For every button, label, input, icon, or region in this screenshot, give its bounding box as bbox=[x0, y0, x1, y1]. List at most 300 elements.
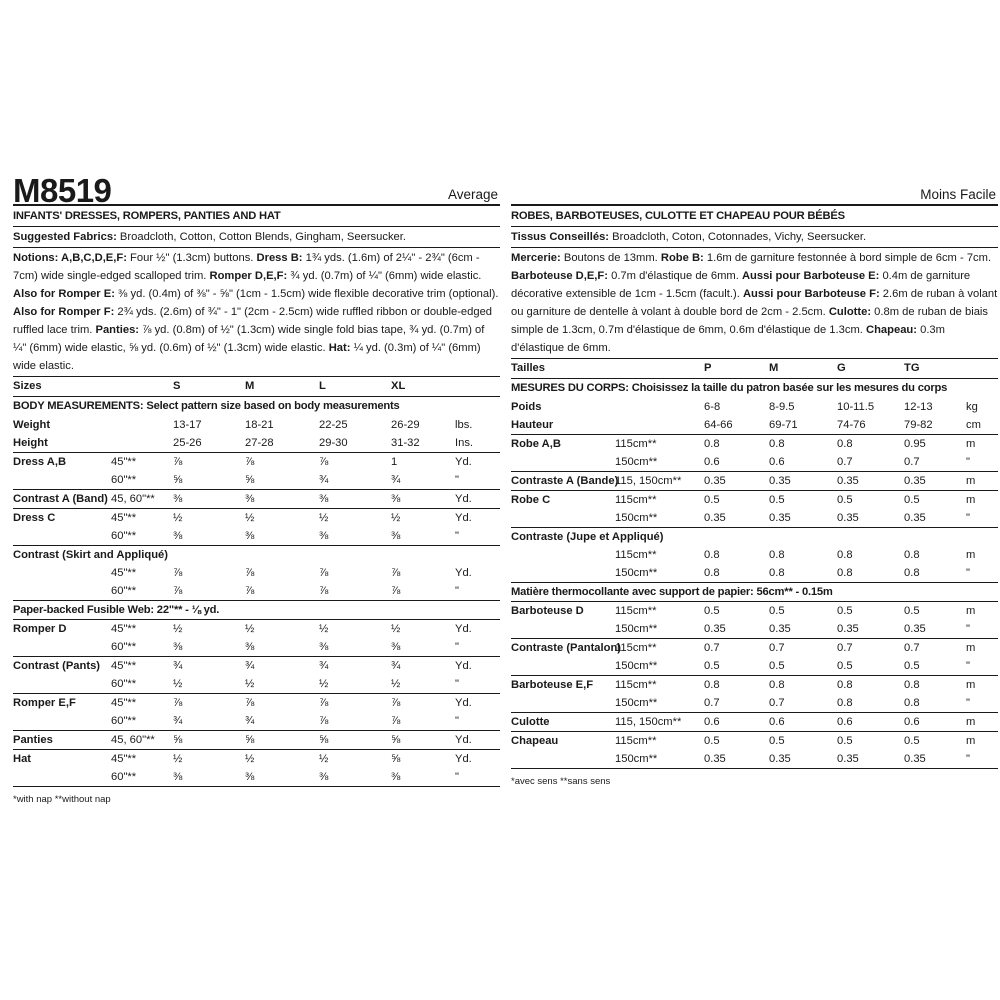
cell-value: ⅝ bbox=[319, 734, 329, 746]
cell-value: ⅜ bbox=[391, 530, 401, 542]
table-row bbox=[511, 657, 998, 675]
table-row bbox=[511, 546, 998, 564]
table-row bbox=[13, 564, 500, 582]
row-label: Barboteuse E,F bbox=[511, 679, 594, 691]
row-label: Height bbox=[13, 437, 48, 449]
fabric-width: 115cm** bbox=[615, 549, 657, 561]
table-end-rule bbox=[511, 768, 998, 775]
table-row bbox=[13, 508, 500, 527]
unit: m bbox=[966, 679, 976, 691]
cell-value: ⅞ bbox=[173, 456, 183, 468]
cell-value: 0.8 bbox=[704, 567, 720, 579]
cell-value: ½ bbox=[173, 623, 183, 635]
table-row bbox=[511, 490, 998, 509]
cell-value: ⅜ bbox=[173, 641, 183, 653]
unit: Yd. bbox=[455, 734, 472, 746]
cell-value: ⅜ bbox=[319, 493, 329, 505]
table-row bbox=[511, 712, 998, 731]
cell-value: 0.7 bbox=[837, 642, 853, 654]
cell-value: 74-76 bbox=[837, 419, 866, 431]
cell-value: 22-25 bbox=[319, 419, 348, 431]
cell-value: 25-26 bbox=[173, 437, 202, 449]
difficulty-level: Moins Facile bbox=[920, 187, 996, 202]
fabric-width: 115cm** bbox=[615, 735, 657, 747]
unit: Ins. bbox=[455, 437, 474, 449]
fabrics-label: Suggested Fabrics: bbox=[13, 231, 117, 243]
unit: " bbox=[966, 697, 970, 709]
row-label: Contrast (Skirt and Appliqué) bbox=[13, 549, 168, 561]
cell-value: ⅜ bbox=[319, 530, 329, 542]
cell-value: 0.8 bbox=[837, 549, 853, 561]
row-label: Barboteuse D bbox=[511, 605, 584, 617]
cell-value: 0.35 bbox=[904, 623, 926, 635]
notion-label: Dress B: bbox=[256, 252, 303, 264]
table-row bbox=[511, 620, 998, 638]
unit: Yd. bbox=[455, 753, 472, 765]
table-row bbox=[13, 434, 500, 452]
fabric-width: 45"** bbox=[111, 456, 137, 468]
fusible-web-text: Matière thermocollante avec support de papier: 56cm** - 0.15m bbox=[511, 586, 833, 598]
notion-label: Aussi pour Barboteuse E: bbox=[741, 270, 880, 282]
cell-value: 0.35 bbox=[904, 753, 926, 765]
suggested-fabrics bbox=[511, 227, 998, 248]
table-row bbox=[13, 471, 500, 489]
cell-value: 0.5 bbox=[904, 735, 920, 747]
cell-value: ⅝ bbox=[245, 474, 255, 486]
cell-value: 0.8 bbox=[904, 679, 920, 691]
unit: Yd. bbox=[455, 623, 472, 635]
size-p: P bbox=[704, 362, 712, 374]
cell-value: ½ bbox=[173, 753, 183, 765]
fusible-web-note bbox=[13, 600, 500, 619]
fabric-width: 115cm** bbox=[615, 679, 657, 691]
cell-value: ⅜ bbox=[245, 771, 255, 783]
row-label: Dress C bbox=[13, 512, 56, 524]
unit: m bbox=[966, 605, 976, 617]
table-row bbox=[511, 731, 998, 750]
difficulty-level: Average bbox=[447, 187, 498, 202]
notion-label: Culotte: bbox=[828, 306, 872, 318]
row-label: Dress A,B bbox=[13, 456, 67, 468]
cell-value: ⅜ bbox=[173, 771, 183, 783]
notion-label: Romper D,E,F: bbox=[209, 270, 288, 282]
fabric-width: 45, 60"** bbox=[111, 734, 155, 746]
fabric-width: 45"** bbox=[111, 512, 137, 524]
cell-value: 0.8 bbox=[837, 697, 853, 709]
notion-text: 0.3m d'élastique de 6mm. bbox=[511, 324, 945, 354]
cell-value: 1 bbox=[391, 456, 398, 468]
row-label: Culotte bbox=[511, 716, 550, 728]
fabric-width: 60"** bbox=[111, 715, 137, 727]
notion-text: ¼ yd. (0.3m) of ¼" (6mm) wide elastic. bbox=[13, 342, 481, 372]
cell-value: 13-17 bbox=[173, 419, 202, 431]
fabric-width: 115, 150cm** bbox=[615, 475, 682, 487]
row-label: Contraste (Jupe et Appliqué) bbox=[511, 531, 664, 543]
fabric-width: 45, 60"** bbox=[111, 493, 155, 505]
fabric-width: 150cm** bbox=[615, 512, 658, 524]
unit: Yd. bbox=[455, 697, 472, 709]
unit: kg bbox=[966, 401, 978, 413]
cell-value: 31-32 bbox=[391, 437, 420, 449]
cell-value: ⅝ bbox=[173, 734, 183, 746]
table-row bbox=[511, 527, 998, 546]
unit: " bbox=[966, 623, 970, 635]
cell-value: 0.7 bbox=[904, 456, 920, 468]
unit: m bbox=[966, 716, 976, 728]
unit: " bbox=[966, 567, 970, 579]
cell-value: 0.35 bbox=[904, 512, 926, 524]
table-row bbox=[13, 619, 500, 638]
cell-value: ⅞ bbox=[319, 715, 329, 727]
unit: " bbox=[966, 456, 970, 468]
cell-value: 0.35 bbox=[704, 475, 726, 487]
cell-value: 0.8 bbox=[769, 567, 785, 579]
cell-value: ½ bbox=[319, 678, 329, 690]
cell-value: ½ bbox=[391, 678, 401, 690]
table-row bbox=[13, 489, 500, 508]
unit: " bbox=[966, 512, 970, 524]
yardage-table bbox=[13, 416, 500, 786]
notion-label: Robe B: bbox=[660, 252, 704, 264]
unit: m bbox=[966, 642, 976, 654]
footnote: *avec sens **sans sens bbox=[511, 776, 611, 787]
fabric-width: 60"** bbox=[111, 678, 137, 690]
footnote: *with nap **without nap bbox=[13, 794, 111, 805]
row-label: Contraste (Pantalon) bbox=[511, 642, 622, 654]
cell-value: ⅝ bbox=[245, 734, 255, 746]
notion-label: Also for Romper E: bbox=[13, 288, 115, 300]
fabric-width: 45"** bbox=[111, 567, 137, 579]
notion-text: 2¾ yds. (2.6m) of ¾" - 1" (2cm - 2.5cm) wide ruffled ribbon or double-edged ruffled lace trim. bbox=[13, 306, 493, 336]
unit: " bbox=[455, 771, 459, 783]
size-l: L bbox=[319, 380, 326, 392]
cell-value: ⅝ bbox=[391, 734, 401, 746]
cell-value: 0.35 bbox=[837, 623, 859, 635]
cell-value: ⅞ bbox=[391, 567, 401, 579]
cell-value: 0.8 bbox=[704, 679, 720, 691]
fabric-width: 45"** bbox=[111, 623, 137, 635]
table-row bbox=[511, 675, 998, 694]
cell-value: 0.5 bbox=[837, 605, 853, 617]
cell-value: ½ bbox=[245, 678, 255, 690]
cell-value: 0.5 bbox=[904, 605, 920, 617]
row-label: Romper E,F bbox=[13, 697, 76, 709]
body-measurements-heading: MESURES DU CORPS: Choisissez la taille du patron basée sur les mesures du corps bbox=[511, 382, 948, 394]
table-row bbox=[13, 768, 500, 786]
table-row bbox=[511, 564, 998, 582]
unit: " bbox=[455, 474, 459, 486]
unit: " bbox=[966, 660, 970, 672]
cell-value: ⅝ bbox=[173, 474, 183, 486]
fabric-width: 150cm** bbox=[615, 660, 658, 672]
fabric-width: 60"** bbox=[111, 585, 137, 597]
cell-value: 0.8 bbox=[837, 438, 853, 450]
cell-value: 0.35 bbox=[904, 475, 926, 487]
fabric-width: 115cm** bbox=[615, 605, 657, 617]
cell-value: ½ bbox=[319, 512, 329, 524]
fabric-width: 150cm** bbox=[615, 567, 658, 579]
notion-text: ¾ yd. (0.7m) of ¼" (6mm) wide elastic. bbox=[287, 270, 482, 282]
size-m: M bbox=[769, 362, 779, 374]
table-row bbox=[13, 527, 500, 545]
fabric-width: 150cm** bbox=[615, 623, 658, 635]
cell-value: ⅞ bbox=[173, 567, 183, 579]
cell-value: ⅜ bbox=[391, 641, 401, 653]
cell-value: ⅜ bbox=[245, 493, 255, 505]
notion-label: Also for Romper F: bbox=[13, 306, 115, 318]
cell-value: ⅞ bbox=[391, 697, 401, 709]
body-measurements-heading: BODY MEASUREMENTS: Select pattern size based on body measurements bbox=[13, 400, 400, 412]
cell-value: 18-21 bbox=[245, 419, 274, 431]
unit: cm bbox=[966, 419, 981, 431]
sizes-header bbox=[13, 377, 500, 397]
fabric-width: 60"** bbox=[111, 474, 137, 486]
fabric-width: 115cm** bbox=[615, 642, 657, 654]
cell-value: ⅜ bbox=[319, 771, 329, 783]
cell-value: 0.35 bbox=[837, 512, 859, 524]
cell-value: 0.8 bbox=[904, 549, 920, 561]
table-row bbox=[13, 693, 500, 712]
column-header bbox=[511, 172, 998, 206]
notion-label: Aussi pour Barboteuse F: bbox=[742, 288, 880, 300]
row-label: Contrast (Pants) bbox=[13, 660, 101, 672]
cell-value: 0.6 bbox=[904, 716, 920, 728]
unit: Yd. bbox=[455, 512, 472, 524]
cell-value: ¾ bbox=[319, 474, 329, 486]
cell-value: 0.35 bbox=[769, 475, 791, 487]
unit: m bbox=[966, 735, 976, 747]
cell-value: 0.7 bbox=[904, 642, 920, 654]
size-xl: XL bbox=[391, 380, 406, 392]
fabric-width: 150cm** bbox=[615, 753, 658, 765]
cell-value: ½ bbox=[245, 623, 255, 635]
cell-value: 0.8 bbox=[704, 549, 720, 561]
table-row bbox=[13, 452, 500, 471]
cell-value: 8-9.5 bbox=[769, 401, 795, 413]
row-label: Romper D bbox=[13, 623, 67, 635]
cell-value: ⅞ bbox=[319, 697, 329, 709]
cell-value: 0.5 bbox=[769, 660, 785, 672]
column-header bbox=[13, 172, 500, 209]
cell-value: 0.6 bbox=[769, 456, 785, 468]
cell-value: ⅞ bbox=[319, 567, 329, 579]
fabric-width: 60"** bbox=[111, 771, 137, 783]
cell-value: ¾ bbox=[319, 660, 329, 672]
cell-value: 0.8 bbox=[769, 549, 785, 561]
unit: Yd. bbox=[455, 660, 472, 672]
table-row bbox=[511, 750, 998, 768]
cell-value: 0.8 bbox=[837, 679, 853, 691]
cell-value: 6-8 bbox=[704, 401, 721, 413]
table-row bbox=[13, 749, 500, 768]
cell-value: 10-11.5 bbox=[837, 401, 875, 413]
table-row bbox=[13, 675, 500, 693]
fabrics-text: Broadcloth, Coton, Cotonnades, Vichy, Seersucker. bbox=[609, 231, 867, 243]
row-label: Poids bbox=[511, 401, 542, 413]
table-row bbox=[511, 434, 998, 453]
cell-value: 0.7 bbox=[704, 642, 720, 654]
cell-value: 0.5 bbox=[904, 494, 920, 506]
unit: m bbox=[966, 438, 976, 450]
cell-value: 0.5 bbox=[704, 735, 720, 747]
unit: " bbox=[455, 641, 459, 653]
cell-value: ½ bbox=[245, 512, 255, 524]
table-row bbox=[511, 638, 998, 657]
cell-value: ½ bbox=[173, 512, 183, 524]
notion-text: 0.7m d'élastique de 6mm. bbox=[607, 270, 742, 282]
notion-label: Panties: bbox=[95, 324, 140, 336]
unit: " bbox=[455, 678, 459, 690]
cell-value: 0.7 bbox=[837, 456, 853, 468]
fabric-width: 45"** bbox=[111, 753, 137, 765]
table-row bbox=[13, 416, 500, 434]
table-end-rule bbox=[13, 786, 500, 793]
cell-value: ⅜ bbox=[173, 530, 183, 542]
cell-value: 0.35 bbox=[769, 512, 791, 524]
fabric-width: 150cm** bbox=[615, 456, 658, 468]
notions bbox=[13, 248, 500, 377]
cell-value: 0.35 bbox=[769, 753, 791, 765]
table-row bbox=[13, 545, 500, 564]
cell-value: 0.8 bbox=[769, 679, 785, 691]
table-row bbox=[13, 730, 500, 749]
cell-value: ⅜ bbox=[173, 493, 183, 505]
fabrics-label: Tissus Conseillés: bbox=[511, 231, 610, 243]
fabric-width: 60"** bbox=[111, 530, 137, 542]
cell-value: 0.6 bbox=[704, 716, 720, 728]
size-s: S bbox=[173, 380, 181, 392]
table-row bbox=[511, 398, 998, 416]
cell-value: ⅞ bbox=[245, 567, 255, 579]
cell-value: ⅜ bbox=[319, 641, 329, 653]
table-row bbox=[13, 712, 500, 730]
cell-value: ⅞ bbox=[319, 585, 329, 597]
fusible-web-note bbox=[511, 582, 998, 601]
cell-value: 64-66 bbox=[704, 419, 733, 431]
row-label: Weight bbox=[13, 419, 51, 431]
cell-value: ⅞ bbox=[319, 456, 329, 468]
fabric-width: 115cm** bbox=[615, 438, 657, 450]
cell-value: 26-29 bbox=[391, 419, 420, 431]
notion-text: Boutons de 13mm. bbox=[560, 252, 661, 264]
table-row bbox=[13, 582, 500, 600]
table-row bbox=[511, 416, 998, 434]
cell-value: ¾ bbox=[245, 715, 255, 727]
cell-value: 0.35 bbox=[704, 623, 726, 635]
notion-text: ⅞ yd. (0.8m) of ½" (1.3cm) wide single fold bias tape, ¾ yd. (0.7m) of ¼" (6mm) wide elastic, ⅝ yd. (0.6m) of ½" (1.3cm) wide elastic. bbox=[13, 324, 485, 354]
fusible-web-text: Paper-backed Fusible Web: 22"** - ⅛ yd. bbox=[13, 604, 220, 616]
unit: " bbox=[455, 530, 459, 542]
cell-value: 0.5 bbox=[704, 494, 720, 506]
notion-text: 0.4m de garniture décorative extensible de 1cm - 1.5cm (facult.). bbox=[511, 270, 971, 300]
unit: " bbox=[966, 753, 970, 765]
table-row bbox=[511, 471, 998, 490]
cell-value: 0.35 bbox=[769, 623, 791, 635]
notion-text: 1.6m de garniture festonnée à bord simple de 6cm - 7cm. bbox=[703, 252, 992, 264]
unit: Yd. bbox=[455, 493, 472, 505]
fabrics-text: Broadcloth, Cotton, Cotton Blends, Gingham, Seersucker. bbox=[116, 231, 406, 243]
cell-value: 0.5 bbox=[769, 735, 785, 747]
unit: m bbox=[966, 549, 976, 561]
cell-value: 0.5 bbox=[837, 660, 853, 672]
cell-value: ½ bbox=[319, 623, 329, 635]
cell-value: ⅞ bbox=[173, 585, 183, 597]
cell-value: 0.6 bbox=[704, 456, 720, 468]
cell-value: ¾ bbox=[391, 660, 401, 672]
cell-value: ½ bbox=[245, 753, 255, 765]
cell-value: 12-13 bbox=[904, 401, 933, 413]
fabric-width: 115, 150cm** bbox=[615, 716, 682, 728]
row-label: Robe C bbox=[511, 494, 551, 506]
sizes-label: Tailles bbox=[511, 362, 545, 374]
table-row bbox=[13, 656, 500, 675]
cell-value: 0.35 bbox=[704, 753, 726, 765]
cell-value: 0.7 bbox=[769, 697, 785, 709]
cell-value: 0.8 bbox=[837, 567, 853, 579]
row-label: Contrast A (Band) bbox=[13, 493, 108, 505]
row-label: Hat bbox=[13, 753, 32, 765]
english-column bbox=[13, 172, 500, 807]
cell-value: 0.5 bbox=[704, 605, 720, 617]
notion-text: ⅜ yd. (0.4m) of ⅜" - ⅝" (1cm - 1.5cm) wide flexible decorative trim (optional). bbox=[114, 288, 499, 300]
cell-value: 0.5 bbox=[769, 605, 785, 617]
cell-value: ¾ bbox=[245, 660, 255, 672]
cell-value: ⅞ bbox=[245, 585, 255, 597]
table-row bbox=[13, 638, 500, 656]
size-tg: TG bbox=[904, 362, 920, 374]
unit: m bbox=[966, 494, 976, 506]
unit: m bbox=[966, 475, 976, 487]
cell-value: 27-28 bbox=[245, 437, 274, 449]
cell-value: 0.35 bbox=[837, 475, 859, 487]
notion-text: Four ½" (1.3cm) buttons. bbox=[126, 252, 257, 264]
yardage-table bbox=[511, 398, 998, 768]
size-m: M bbox=[245, 380, 255, 392]
cell-value: ½ bbox=[391, 623, 401, 635]
cell-value: 0.8 bbox=[904, 567, 920, 579]
cell-value: 0.5 bbox=[837, 735, 853, 747]
cell-value: ¾ bbox=[173, 660, 183, 672]
row-label: Hauteur bbox=[511, 419, 554, 431]
cell-value: ¾ bbox=[391, 474, 401, 486]
cell-value: 0.8 bbox=[769, 438, 785, 450]
notion-label: Barboteuse D,E,F: bbox=[511, 270, 608, 282]
cell-value: 0.7 bbox=[769, 642, 785, 654]
sizes-label: Sizes bbox=[13, 380, 42, 392]
french-column bbox=[511, 172, 998, 789]
cell-value: ⅞ bbox=[173, 697, 183, 709]
cell-value: 0.95 bbox=[904, 438, 926, 450]
fabric-width: 150cm** bbox=[615, 697, 658, 709]
table-row bbox=[511, 694, 998, 712]
cell-value: 0.6 bbox=[769, 716, 785, 728]
fabric-width: 115cm** bbox=[615, 494, 657, 506]
cell-value: 0.8 bbox=[704, 438, 720, 450]
cell-value: 79-82 bbox=[904, 419, 933, 431]
cell-value: ⅜ bbox=[245, 641, 255, 653]
notion-label: Notions: A,B,C,D,E,F: bbox=[13, 252, 127, 264]
cell-value: ½ bbox=[173, 678, 183, 690]
row-label: Contraste A (Bande) bbox=[511, 475, 619, 487]
cell-value: ⅜ bbox=[391, 771, 401, 783]
notion-text: 1¾ yds. (1.6m) of 2¼" - 2¾" (6cm - 7cm) wide single-edged scalloped trim. bbox=[13, 252, 480, 282]
cell-value: 0.5 bbox=[904, 660, 920, 672]
cell-value: 0.6 bbox=[837, 716, 853, 728]
cell-value: ¾ bbox=[173, 715, 183, 727]
cell-value: 0.7 bbox=[704, 697, 720, 709]
table-row bbox=[511, 509, 998, 527]
cell-value: ⅝ bbox=[391, 753, 401, 765]
